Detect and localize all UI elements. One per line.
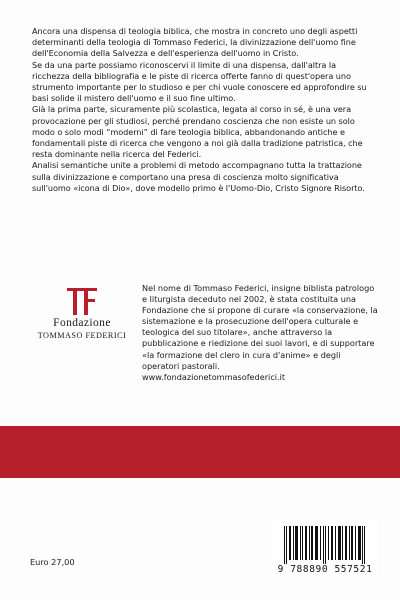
barcode-bars-icon bbox=[276, 526, 374, 566]
logo-subtitle: TOMMASO FEDERICI bbox=[37, 331, 127, 340]
foundation-paragraph: Nel nome di Tommaso Federici, insigne biblista patrologo e liturgista deceduto nel 2002, è stata costituita una Fondazione che si propone di curare «la conservazione, la sistemazione e la prosecuzione dell'opera culturale e teologica del suo titolare», anche attraverso la pubblicazione e riedizione dei suoi lavori, e di supportare «la formazione del clero in cura d'anime» e degli operatori pastorali. bbox=[142, 283, 378, 371]
intro-paragraph: Se da una parte possiamo riconoscervi il limite di una dispensa, dall'altra la ricchezza della bibliografia e le piste di ricerca offerte fanno di quest'opera uno strumento importante per lo studioso e per chi vuole conoscere ed approfondire su basi solide il mistero dell'uomo e il suo fine ultimo. bbox=[32, 59, 367, 104]
barcode-number: 9 788890 557521 bbox=[277, 564, 373, 575]
foundation-description bbox=[142, 283, 378, 383]
barcode bbox=[272, 522, 378, 577]
tf-monogram-icon bbox=[67, 288, 97, 315]
foundation-website: www.fondazionetommasofederici.it bbox=[142, 371, 286, 382]
foundation-logo bbox=[34, 288, 130, 341]
intro-paragraph: Analisi semantiche unite a problemi di metodo accompagnano tutta la trattazione sulla divinizzazione e comportano una presa di coscienza molto significativa sull'uomo «icona di Dio», dove modello primo è l'Uomo-Dio, Cristo Signore Risorto. bbox=[32, 160, 365, 193]
intro-paragraph: Ancora una dispensa di teologia biblica, che mostra in concreto uno degli aspetti determinanti della teologia di Tommaso Federici, la divinizzazione dell'uomo fine dell'Economia della Salvezza e dell'esperienza dell'uomo in Cristo. bbox=[32, 26, 358, 59]
red-band bbox=[0, 426, 400, 478]
logo-name: Fondazione bbox=[53, 317, 111, 329]
intro-text bbox=[32, 26, 374, 194]
intro-paragraph: Già la prima parte, sicuramente più scolastica, legata al corso in sé, è una vera provocazione per gli studiosi, perché prendano coscienza che non esiste un solo modo o solo modi “moderni” di fare teologia biblica, abbandonando antiche e fondamentali piste di ricerca che vengono a noi già dalla tradizione patristica, che resta dominante nella ricerca del Federici. bbox=[32, 104, 363, 160]
price-label: Euro 27,00 bbox=[30, 557, 75, 567]
